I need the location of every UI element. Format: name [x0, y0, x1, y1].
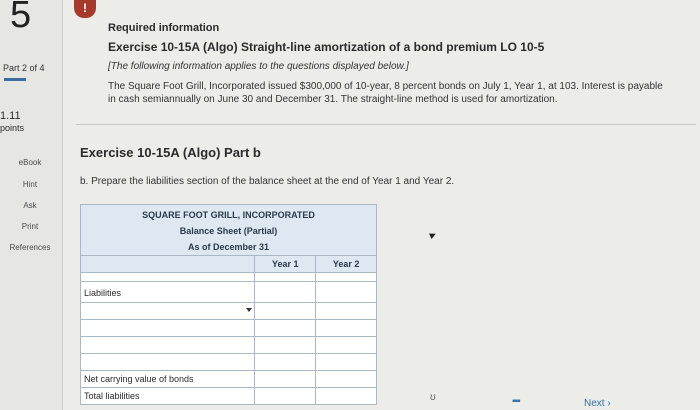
- hint-link[interactable]: Hint: [22, 180, 38, 189]
- table-row: [81, 353, 376, 370]
- next-button[interactable]: Next ›: [584, 398, 611, 409]
- year1-input[interactable]: [255, 303, 316, 319]
- account-select[interactable]: [81, 303, 255, 319]
- spacer-row: [81, 272, 376, 281]
- total-year1-input[interactable]: [255, 388, 316, 404]
- exercise-note: [The following information applies to the questions displayed below.]: [108, 61, 409, 72]
- points-label: points: [0, 123, 25, 133]
- points-value: 1.11: [0, 110, 21, 122]
- part-title: Exercise 10-15A (Algo) Part b: [80, 145, 261, 160]
- net-carrying-label: Net carrying value of bonds: [81, 371, 255, 387]
- net-carrying-year1-input[interactable]: [255, 371, 316, 387]
- net-carrying-row: [81, 370, 376, 387]
- references-link[interactable]: References: [9, 243, 51, 252]
- part-instruction: b. Prepare the liabilities section of the balance sheet at the end of Year 1 and Year 2.: [80, 176, 455, 187]
- table-row: [81, 336, 376, 353]
- sheet-date: As of December 31: [187, 242, 270, 252]
- liabilities-label: Liabilities: [81, 282, 255, 302]
- exercise-body: The Square Foot Grill, Incorporated issued $300,000 of 10-year, 8 percent bonds on July 1, Year 1, at 103. Interest is payable in cash semiannually on June 30 and December 31. The straight-line method is used for amortization.: [108, 81, 663, 105]
- net-carrying-year2-input[interactable]: [316, 371, 376, 387]
- label-column-header: [81, 256, 255, 272]
- year1-input[interactable]: [255, 337, 316, 353]
- year2-header: Year 2: [332, 259, 360, 269]
- part-indicator: Part 2 of 4: [3, 63, 45, 73]
- sheet-header: [81, 205, 376, 255]
- part-progress-bar: [4, 78, 26, 81]
- year2-input[interactable]: [316, 320, 376, 336]
- spacer-cell: [81, 273, 255, 281]
- account-select[interactable]: [81, 320, 255, 336]
- year2-input[interactable]: [316, 303, 376, 319]
- spacer-cell: [255, 273, 316, 281]
- total-liabilities-label: Total liabilities: [81, 388, 255, 404]
- account-select[interactable]: [81, 354, 255, 370]
- liabilities-row: [81, 281, 376, 302]
- chevron-down-icon[interactable]: [246, 308, 252, 312]
- year2-input[interactable]: [316, 337, 376, 353]
- footer-icon: ʊ: [430, 392, 436, 403]
- liabilities-year2-cell: [316, 282, 376, 302]
- table-row: [81, 319, 376, 336]
- balance-sheet-table: [80, 204, 377, 405]
- column-header-row: [81, 255, 376, 272]
- required-info-heading: Required information: [108, 22, 220, 34]
- print-link[interactable]: Print: [21, 222, 39, 231]
- account-select[interactable]: [81, 337, 255, 353]
- sheet-title: Balance Sheet (Partial): [179, 226, 278, 236]
- total-year2-input[interactable]: [316, 388, 376, 404]
- total-liabilities-row: [81, 387, 376, 404]
- section-divider: [76, 124, 696, 125]
- year1-input[interactable]: [255, 320, 316, 336]
- company-name: SQUARE FOOT GRILL, INCORPORATED: [142, 210, 315, 220]
- alert-icon: !: [74, 0, 96, 18]
- year1-input[interactable]: [255, 354, 316, 370]
- year1-header: Year 1: [255, 256, 316, 272]
- liabilities-year1-cell: [255, 282, 316, 302]
- question-number: 5: [10, 0, 32, 36]
- ask-link[interactable]: Ask: [23, 201, 37, 210]
- table-row: [81, 302, 376, 319]
- ebook-link[interactable]: eBook: [18, 158, 42, 167]
- year2-input[interactable]: [316, 354, 376, 370]
- question-grid-icon[interactable]: ▪▪▪: [512, 396, 520, 407]
- mouse-cursor-icon: [429, 231, 437, 239]
- spacer-cell: [316, 273, 376, 281]
- exercise-title: Exercise 10-15A (Algo) Straight-line amortization of a bond premium LO 10-5: [108, 40, 545, 54]
- question-sidebar: [0, 0, 63, 410]
